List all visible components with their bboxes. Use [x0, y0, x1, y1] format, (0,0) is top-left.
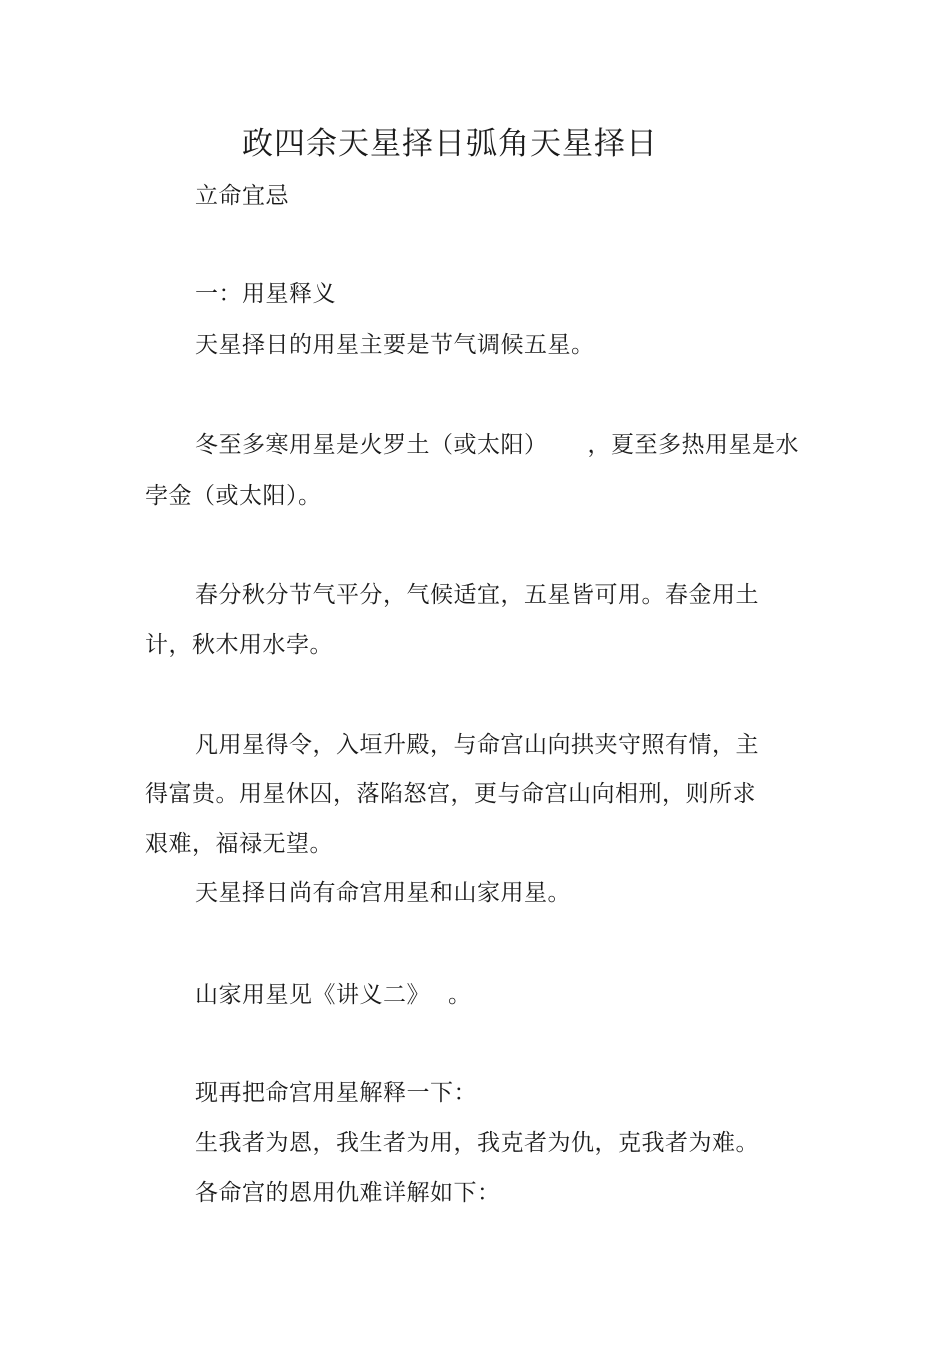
paragraph-line: 得富贵。用星休囚，落陷怒宫，更与命宫山向相刑，则所求 — [145, 781, 756, 807]
paragraph-line: 春分秋分节气平分，气候适宜，五星皆可用。春金用土 — [195, 582, 759, 608]
paragraph-line: 天星择日的用星主要是节气调候五星。 — [195, 332, 595, 358]
paragraph-segment: 冬至多寒用星是火罗土（或太阳） — [195, 432, 548, 458]
section-heading-1: 一：用星释义 — [195, 281, 336, 307]
paragraph-line: 凡用星得令，入垣升殿，与命宫山向拱夹守照有情，主 — [195, 732, 759, 758]
paragraph-line — [195, 980, 472, 1010]
paragraph-line: 天星择日尚有命宫用星和山家用星。 — [195, 880, 571, 906]
paragraph-line — [195, 430, 799, 460]
paragraph-heading-liming: 立命宜忌 — [195, 183, 289, 209]
paragraph-line: 艰难，福禄无望。 — [145, 831, 333, 857]
paragraph-line: 计，秋木用水孛。 — [145, 632, 333, 658]
paragraph-segment: 山家用星见《讲义二》 — [195, 982, 430, 1008]
paragraph-line: 现再把命宫用星解释一下： — [195, 1080, 477, 1106]
paragraph-line: 孛金（或太阳）。 — [145, 483, 322, 509]
paragraph-segment: ，夏至多热用星是水 — [587, 432, 799, 458]
document-title: 政四余天星择日弧角天星择日 — [242, 126, 658, 162]
paragraph-line: 各命宫的恩用仇难详解如下： — [195, 1180, 501, 1206]
paragraph-line: 生我者为恩，我生者为用，我克者为仇，克我者为难。 — [195, 1130, 759, 1156]
paragraph-segment: 。 — [448, 982, 472, 1008]
